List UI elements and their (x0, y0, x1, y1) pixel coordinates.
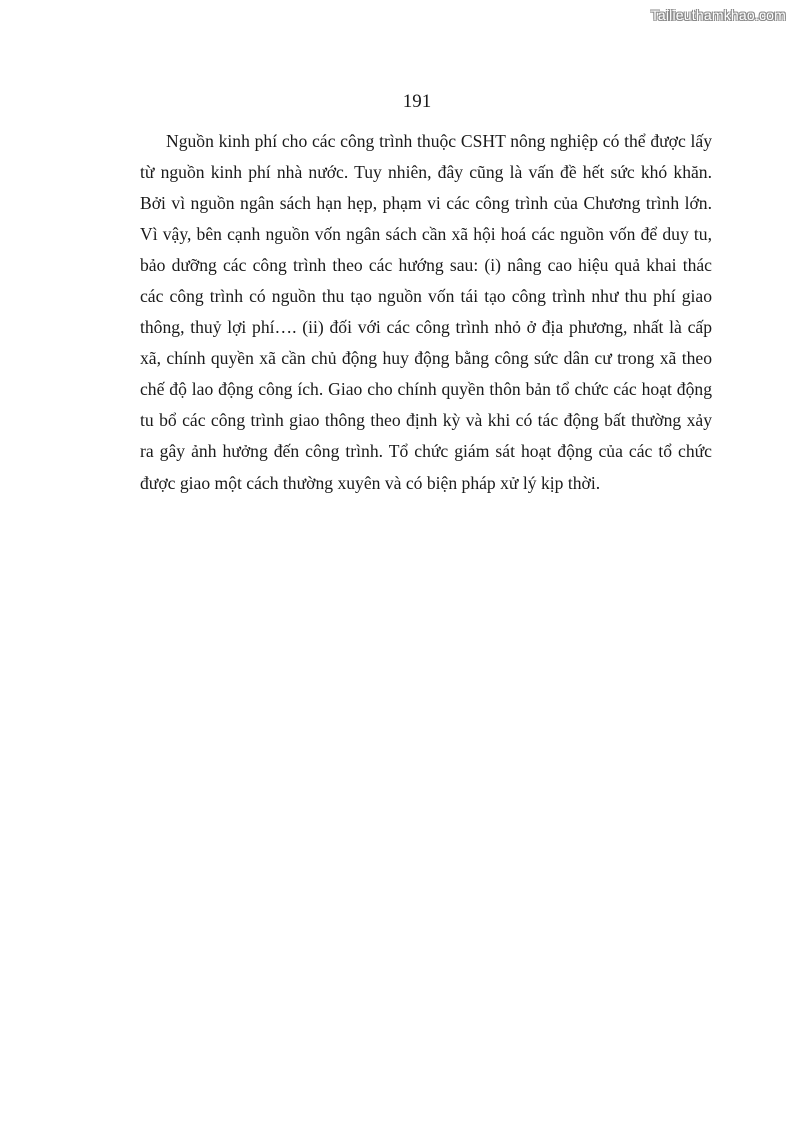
body-paragraph: Nguồn kinh phí cho các công trình thuộc CSHT nông nghiệp có thể được lấy từ nguồn kinh phí nhà nước. Tuy nhiên, đây cũng là vấn đề hết sức khó khăn. Bởi vì nguồn ngân sách hạn hẹp, phạm vi các công trình của Chương trình lớn. Vì vậy, bên cạnh nguồn vốn ngân sách cần xã hội hoá các nguồn vốn để duy tu, bảo dưỡng các công trình theo các hướng sau: (i) nâng cao hiệu quả khai thác các công trình có nguồn thu tạo nguồn vốn tái tạo công trình như thu phí giao thông, thuỷ lợi phí…. (ii) đối với các công trình nhỏ ở địa phương, nhất là cấp xã, chính quyền xã cần chủ động huy động bằng công sức dân cư trong xã theo chế độ lao động công ích. Giao cho chính quyền thôn bản tổ chức các hoạt động tu bổ các công trình giao thông theo định kỳ và khi có tác động bất thường xảy ra gây ảnh hưởng đến công trình. Tổ chức giám sát hoạt động của các tổ chức được giao một cách thường xuyên và có biện pháp xử lý kịp thời. (140, 131, 712, 493)
watermark: Tailieuthamkhao.com (650, 7, 786, 23)
page-number: 191 (402, 91, 432, 112)
